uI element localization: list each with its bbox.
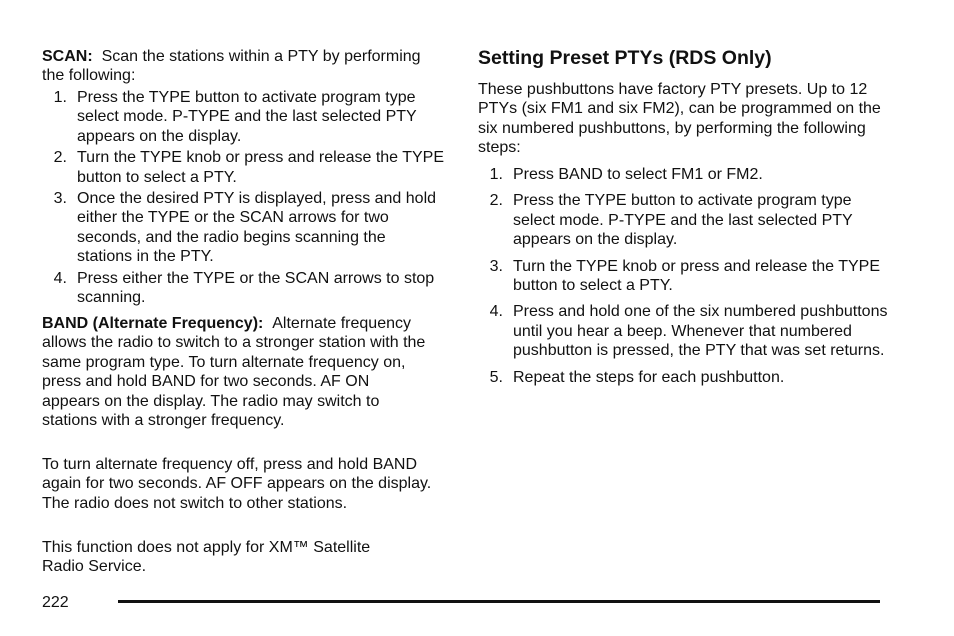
scan-steps-list — [42, 88, 444, 307]
step-text: Press BAND to select FM1 or FM2. — [513, 166, 763, 183]
page-number: 222 — [42, 594, 69, 611]
list-item — [42, 189, 444, 267]
list-item — [478, 165, 888, 184]
step-number: 3. — [489, 257, 503, 275]
section-heading: Setting Preset PTYs (RDS Only) — [478, 47, 772, 69]
step-text: Repeat the steps for each pushbutton. — [513, 368, 785, 386]
list-item — [42, 88, 444, 146]
list-item — [42, 269, 444, 308]
scan-label: SCAN: — [42, 48, 93, 65]
list-item — [478, 257, 888, 296]
list-item — [478, 368, 888, 387]
step-text: Turn the TYPE knob or press and release the TYPE button to select a PTY. — [513, 257, 881, 295]
step-text: Press the TYPE button to activate program type select mode. P-TYPE and the last selected PTY appears on the display. — [513, 192, 853, 249]
step-text: Once the desired PTY is displayed, press and hold either the TYPE or the SCAN arrows for two seconds, and the radio begins scanning the stations in the PTY. — [77, 190, 437, 266]
footer-rule — [118, 600, 880, 603]
band-text: Alternate frequency allows the radio to switch to a stronger station with the same program type. To turn alternate frequency on, press and hold BAND for two seconds. AF ON appears on the display. The radio may switch to stations with a stronger frequency. — [42, 315, 426, 430]
scan-paragraph — [42, 47, 444, 86]
band-label: BAND (Alternate Frequency): — [42, 315, 264, 332]
step-number: 3. — [53, 190, 67, 208]
step-number: 2. — [489, 192, 503, 210]
step-number: 4. — [53, 269, 67, 287]
intro-paragraph: These pushbuttons have factory PTY presets. Up to 12 PTYs (six FM1 and six FM2), can be programmed on the six numbered pushbuttons, by performing the following steps: — [478, 81, 881, 157]
af-off-paragraph: To turn alternate frequency off, press and hold BAND again for two seconds. AF OFF appears on the display. The radio does not switch to other stations. — [42, 456, 432, 512]
step-number: 5. — [489, 368, 503, 386]
step-number: 1. — [53, 89, 67, 106]
list-item — [42, 148, 444, 187]
list-item — [478, 191, 888, 249]
step-text: Turn the TYPE knob or press and release the TYPE button to select a PTY. — [77, 149, 445, 186]
scan-text: Scan the stations within a PTY by performing the following: — [42, 48, 421, 85]
xm-paragraph: This function does not apply for XM™ Satellite Radio Service. — [42, 539, 371, 576]
preset-steps-list — [478, 165, 888, 387]
band-paragraph — [42, 314, 427, 430]
step-text: Press either the TYPE or the SCAN arrows to stop scanning. — [77, 269, 435, 307]
step-text: Press the TYPE button to activate program type select mode. P-TYPE and the last selected PTY appears on the display. — [77, 89, 417, 145]
step-number: 1. — [489, 166, 503, 183]
list-item — [478, 302, 888, 360]
step-text: Press and hold one of the six numbered pushbuttons until you hear a beep. Whenever that numbered pushbutton is pressed, the PTY that was set returns. — [513, 303, 888, 360]
step-number: 2. — [53, 149, 67, 167]
step-number: 4. — [489, 303, 503, 321]
